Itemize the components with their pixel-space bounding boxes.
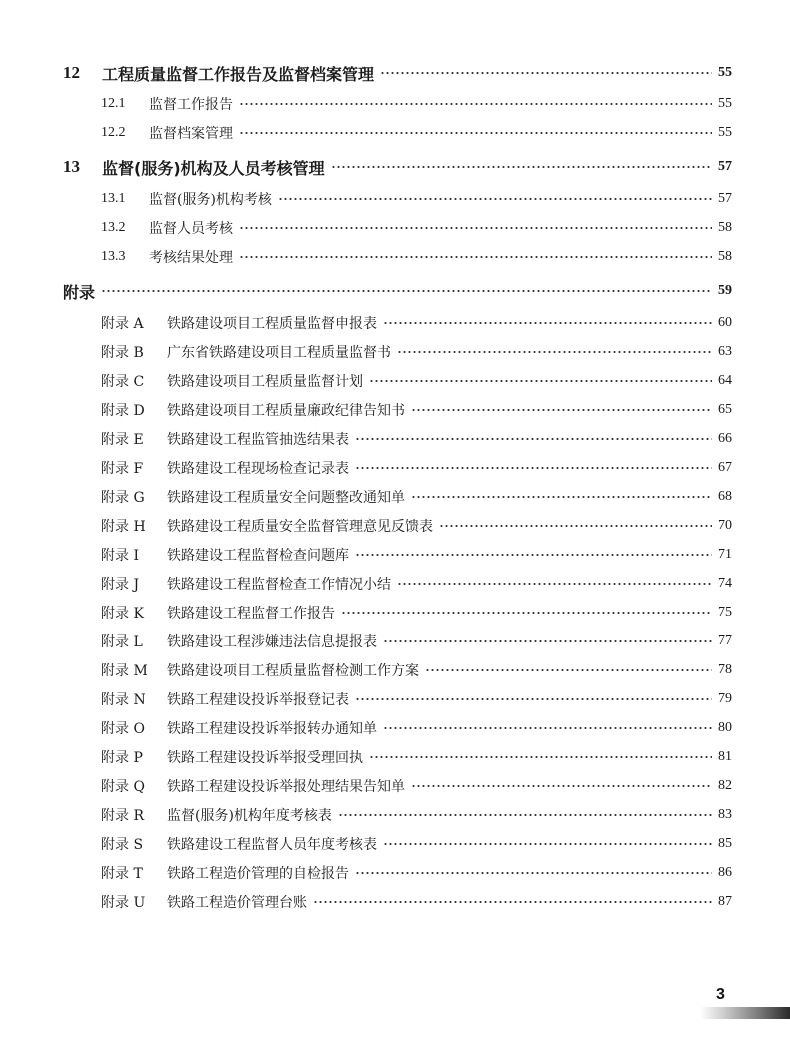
dot-leader (355, 872, 712, 874)
toc-appendix-heading[interactable] (63, 278, 732, 304)
toc-appendix-item[interactable] (101, 628, 732, 654)
appendix-label: 附录 T (101, 866, 143, 883)
dot-leader (411, 785, 712, 787)
appendix-title: 监督(服务)机构年度考核表 (167, 808, 332, 825)
chapter-number: 12 (63, 63, 80, 82)
page-ref: 78 (718, 662, 732, 678)
page-ref: 66 (718, 430, 732, 446)
appendix-label: 附录 D (101, 402, 145, 419)
toc-appendix-item[interactable] (101, 860, 732, 886)
appendix-label: 附录 J (101, 576, 140, 593)
appendix-title: 铁路建设工程涉嫌违法信息提报表 (167, 634, 377, 651)
page-ref: 57 (718, 159, 732, 174)
page-ref: 59 (718, 283, 732, 298)
chapter-number: 13 (63, 157, 80, 176)
dot-leader (355, 438, 712, 440)
appendix-title: 铁路建设工程监督检查工作情况小结 (167, 576, 391, 593)
toc-appendix-item[interactable] (101, 542, 732, 568)
page-ref: 63 (718, 343, 732, 359)
dot-leader (380, 72, 712, 74)
dot-leader (397, 351, 712, 353)
dot-leader (411, 409, 712, 411)
toc-appendix-item[interactable] (101, 513, 732, 539)
toc-appendix-item[interactable] (101, 802, 732, 828)
appendix-label: 附录 H (101, 518, 146, 535)
appendix-title: 铁路工程建设投诉举报转办通知单 (167, 721, 377, 738)
dot-leader (278, 198, 712, 200)
appendix-title: 铁路建设工程质量安全问题整改通知单 (167, 489, 405, 506)
chapter-title: 监督(服务)机构及人员考核管理 (102, 158, 325, 178)
section-title: 监督(服务)机构考核 (149, 192, 272, 208)
dot-leader (239, 227, 712, 229)
dot-leader (425, 669, 712, 671)
appendix-label: 附录 F (101, 460, 144, 477)
dot-leader (101, 290, 712, 292)
toc-appendix-item[interactable] (101, 773, 732, 799)
toc-section-13-3[interactable] (101, 244, 732, 270)
dot-leader (338, 814, 712, 816)
dot-leader (439, 525, 712, 527)
page-ref: 55 (718, 125, 732, 140)
appendix-title: 铁路工程建设投诉举报处理结果告知单 (167, 779, 405, 796)
toc-appendix-item[interactable] (101, 339, 732, 365)
appendix-heading-title: 附录 (63, 282, 96, 302)
section-number: 13.2 (101, 220, 126, 235)
dot-leader (239, 256, 712, 258)
page-ref: 58 (718, 249, 732, 264)
page-ref: 55 (718, 65, 732, 80)
page-ref: 79 (718, 691, 732, 707)
toc-section-13-2[interactable] (101, 215, 732, 241)
corner-gradient-bar (700, 1007, 790, 1019)
section-number: 12.2 (101, 125, 126, 140)
page-ref: 87 (718, 894, 732, 909)
appendix-label: 附录 P (101, 750, 143, 767)
toc-appendix-item[interactable] (101, 310, 732, 336)
toc-appendix-item[interactable] (101, 889, 732, 915)
appendix-title: 铁路建设项目工程质量监督计划 (167, 373, 363, 390)
page-ref: 80 (718, 720, 732, 736)
dot-leader (411, 496, 712, 498)
appendix-title: 铁路建设工程质量安全监督管理意见反馈表 (167, 518, 433, 535)
page-ref: 75 (718, 604, 732, 620)
appendix-label: 附录 G (101, 489, 145, 506)
page-ref: 74 (718, 575, 732, 591)
appendix-label: 附录 Q (101, 779, 145, 796)
appendix-title: 广东省铁路建设项目工程质量监督书 (167, 344, 391, 361)
dot-leader (383, 727, 712, 729)
section-number: 13.1 (101, 191, 126, 206)
dot-leader (397, 583, 712, 585)
dot-leader (239, 103, 712, 105)
toc-appendix-item[interactable] (101, 744, 732, 770)
appendix-title: 铁路工程造价管理的自检报告 (167, 866, 349, 883)
toc-appendix-item[interactable] (101, 715, 732, 741)
page-ref: 86 (718, 865, 732, 881)
toc-section-12-2[interactable] (101, 120, 732, 146)
page-ref: 82 (718, 778, 732, 794)
section-title: 监督档案管理 (149, 126, 233, 142)
appendix-label: 附录 I (101, 547, 139, 564)
appendix-title: 铁路建设项目工程质量监督申报表 (167, 316, 377, 332)
dot-leader (369, 380, 712, 382)
page-ref: 83 (718, 807, 732, 823)
page-ref: 57 (718, 191, 732, 206)
section-title: 考核结果处理 (149, 250, 233, 266)
appendix-label: 附录 S (101, 837, 144, 854)
page-ref: 85 (718, 836, 732, 852)
dot-leader (313, 901, 712, 903)
appendix-title: 铁路建设工程监管抽选结果表 (167, 431, 349, 448)
page-ref: 64 (718, 372, 732, 388)
page-ref: 65 (718, 401, 732, 417)
dot-leader (331, 166, 712, 168)
page-ref: 55 (718, 96, 732, 111)
dot-leader (239, 132, 712, 134)
page-number: 3 (716, 986, 725, 1003)
toc-appendix-item[interactable] (101, 600, 732, 626)
section-number: 12.1 (101, 96, 126, 111)
page-ref: 81 (718, 749, 732, 765)
toc-appendix-item[interactable] (101, 831, 732, 857)
appendix-label: 附录 U (101, 895, 146, 911)
appendix-title: 铁路建设工程监督工作报告 (167, 605, 335, 622)
toc-appendix-item[interactable] (101, 686, 732, 712)
appendix-label: 附录 B (101, 344, 144, 361)
dot-leader (369, 756, 712, 758)
dot-leader (341, 612, 712, 614)
appendix-title: 铁路工程建设投诉举报登记表 (167, 692, 349, 709)
page-ref: 68 (718, 488, 732, 504)
appendix-label: 附录 K (101, 605, 144, 622)
dot-leader (355, 467, 712, 469)
toc-chapter-13[interactable] (63, 154, 732, 180)
toc-appendix-item[interactable] (101, 571, 732, 597)
page-ref: 58 (718, 220, 732, 235)
page-ref: 67 (718, 459, 732, 475)
appendix-label: 附录 C (101, 373, 145, 390)
page-ref: 71 (718, 546, 732, 562)
toc-section-12-1[interactable] (101, 91, 732, 117)
appendix-title: 铁路工程建设投诉举报受理回执 (167, 750, 363, 767)
appendix-label: 附录 R (101, 808, 144, 825)
appendix-title: 铁路建设工程现场检查记录表 (167, 460, 349, 477)
dot-leader (383, 843, 712, 845)
dot-leader (383, 322, 712, 324)
appendix-label: 附录 L (101, 634, 143, 651)
dot-leader (355, 698, 712, 700)
section-title: 监督人员考核 (149, 221, 233, 237)
toc-appendix-item[interactable] (101, 455, 732, 481)
appendix-label: 附录 E (101, 431, 144, 448)
appendix-title: 铁路建设工程监督人员年度考核表 (167, 837, 377, 854)
dot-leader (383, 640, 712, 642)
toc-section-13-1[interactable] (101, 186, 732, 212)
appendix-title: 铁路建设工程监督检查问题库 (167, 547, 349, 564)
dot-leader (355, 554, 712, 556)
page-ref: 60 (718, 315, 732, 330)
toc-chapter-12[interactable] (63, 60, 732, 86)
appendix-title: 铁路建设项目工程质量廉政纪律告知书 (167, 402, 405, 419)
toc-appendix-item[interactable] (101, 397, 732, 423)
toc-appendix-item[interactable] (101, 657, 732, 683)
section-title: 监督工作报告 (149, 97, 233, 113)
chapter-title: 工程质量监督工作报告及监督档案管理 (102, 64, 375, 84)
toc-appendix-item[interactable] (101, 368, 732, 394)
toc-appendix-item[interactable] (101, 426, 732, 452)
page-ref: 70 (718, 517, 732, 533)
appendix-label: 附录 N (101, 692, 146, 709)
section-number: 13.3 (101, 249, 126, 264)
appendix-label: 附录 A (101, 316, 144, 332)
appendix-label: 附录 O (101, 721, 145, 738)
page-ref: 77 (718, 633, 732, 649)
appendix-title: 铁路建设项目工程质量监督检测工作方案 (167, 663, 419, 680)
appendix-title: 铁路工程造价管理台账 (167, 895, 307, 911)
appendix-label: 附录 M (101, 663, 148, 680)
toc-appendix-item[interactable] (101, 484, 732, 510)
